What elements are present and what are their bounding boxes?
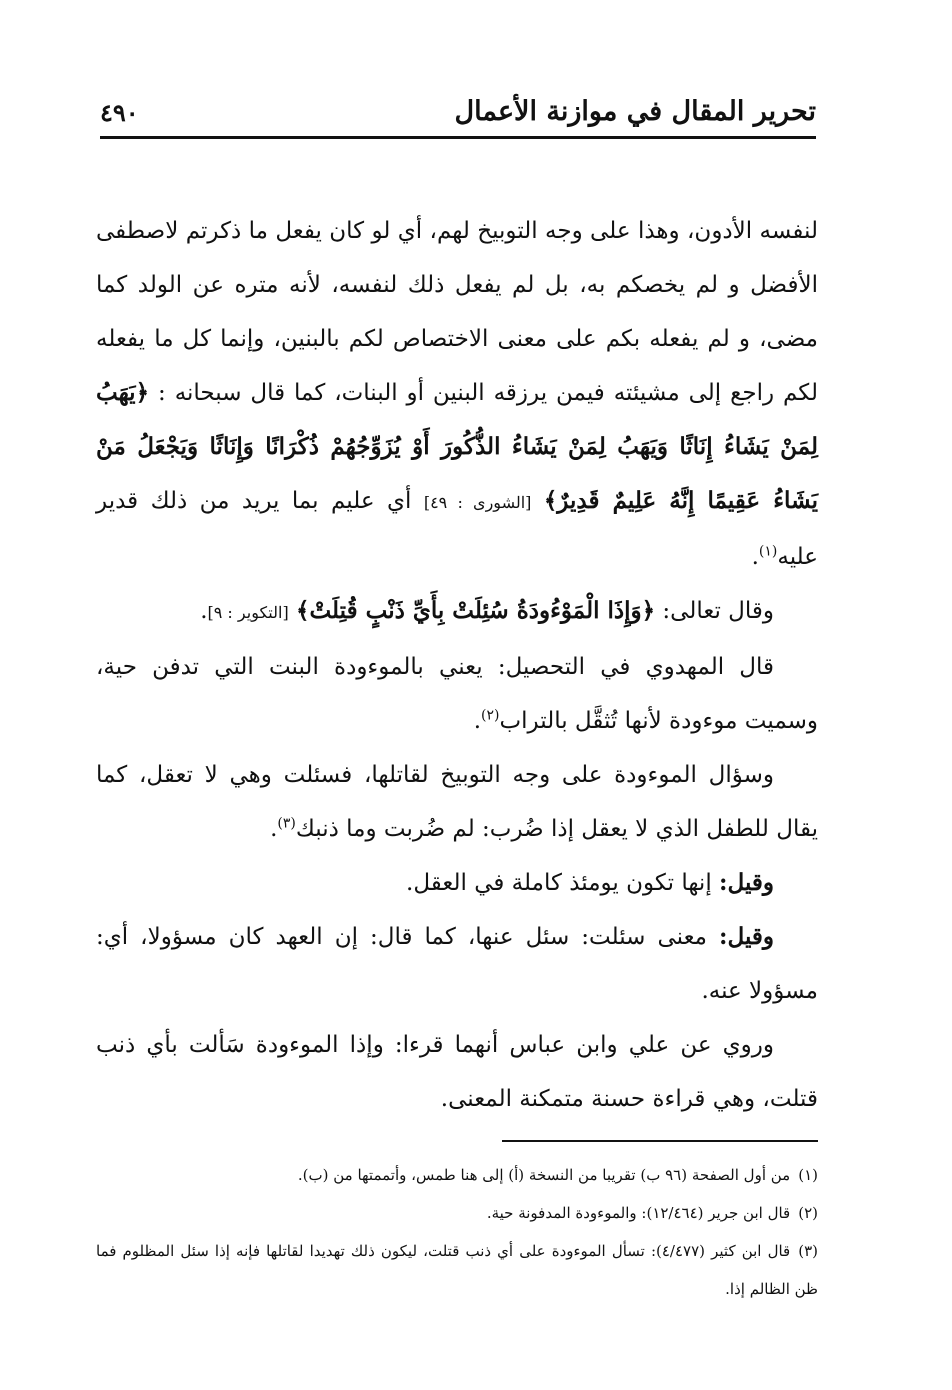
paragraph: وقال تعالى: ﴿وَإِذَا الْمَوْءُودَةُ سُئِلَتْ بِأَيِّ ذَنْبٍ قُتِلَتْ﴾ [التكوير : ٩]. <box>200 597 774 624</box>
paragraph-text: لنفسه الأدون، وهذا على وجه التوبيخ لهم، أي لو كان يفعل ما ذكرتم لاصطفى الأفضل و لم يخصكم به، بل لم يفعل ذلك لنفسه، لأنه متره عن الولد كما مضى، و لم يفعله بكم على معنى الاختصاص لكم بالبنين، وإنما كل ما يفعله لكم راجع إلى مشيئته فيمن يرزقه البنين أو البنات، كما قال سبحانه : <box>96 218 819 406</box>
paragraph: وسؤال الموءودة على وجه التوبيخ لقاتلها، فسئلت وهي لا تعقل، كما يقال للطفل الذي لا يعقل إذا ضُرب: لم ضُربت وما ذنبك$^{(٣)}$. <box>96 762 818 842</box>
paragraph-text: وروي عن علي وابن عباس أنهما قرءا: وإذا الموءودة سَألت بأي ذنب قتلت، وهي قراءة حسنة متمكنة المعنى. <box>96 1032 818 1112</box>
paragraph-text: وسؤال الموءودة على وجه التوبيخ لقاتلها، فسئلت وهي لا تعقل، كما يقال للطفل الذي لا يعقل إذا ضُرب: لم ضُربت وما ذنبك <box>96 762 818 842</box>
verse-reference: [التكوير : ٩] <box>207 603 289 622</box>
footnote <box>96 1232 818 1308</box>
footnote-number: (٢) <box>798 1204 818 1222</box>
footnote-text: من أول الصفحة (٩٦ ب) تقريبا من النسخة (أ) إلى هنا طمس، وأتممتها من (ب). <box>297 1166 791 1184</box>
header-rule <box>100 136 816 139</box>
footnote-marker: (١) <box>758 543 778 560</box>
footnote-number: (١) <box>798 1166 818 1184</box>
paragraph-text: إنها تكون يومئذ كاملة في العقل. <box>406 870 712 896</box>
paragraph-lead: وقال تعالى: <box>662 598 774 624</box>
paragraph <box>96 910 818 1018</box>
paragraph-lead: وقيل: <box>719 869 774 896</box>
page-number: ٤٩٠ <box>100 98 139 127</box>
paragraph <box>96 1018 818 1126</box>
running-header <box>100 92 816 132</box>
running-title: تحرير المقال في موازنة الأعمال <box>454 96 816 127</box>
quran-verse: ﴿وَإِذَا الْمَوْءُودَةُ سُئِلَتْ بِأَيِّ ذَنْبٍ قُتِلَتْ﴾ <box>296 597 656 624</box>
main-text <box>96 204 818 1126</box>
paragraph <box>96 856 818 910</box>
paragraph: لنفسه الأدون، وهذا على وجه التوبيخ لهم، أي لو كان يفعل ما ذكرتم لاصطفى الأفضل و لم يخصكم به، بل لم يفعل ذلك لنفسه، لأنه متره عن الولد كما مضى، و لم يفعله بكم على معنى الاختصاص لكم بالبنين، وإنما كل ما يفعله لكم راجع إلى مشيئته فيمن يرزقه البنين أو البنات، كما قال سبحانه : ﴿يَهَبُ لِمَنْ يَشَاءُ إِنَاثًا وَيَهَبُ لِمَنْ يَشَاءُ الذُّكُورَ أَوْ يُزَوِّجُهُمْ ذُكْرَانًا وَإِنَاثًا وَيَجْعَلُ مَنْ يَشَاءُ عَقِيمًا إِنَّهُ عَلِيمٌ قَدِيرٌ﴾ [الشورى : ٤٩] أي عليم بما يريد من ذلك قدير عليه$^{(١)}$. <box>96 218 819 570</box>
footnote <box>96 1156 818 1194</box>
footnote-marker: (٢) <box>481 707 500 724</box>
paragraph-text: قال المهدوي في التحصيل: يعني بالموءودة البنت التي تدفن حية، وسميت موءودة لأنها تُثقَّل بالتراب <box>96 654 818 734</box>
footnote-text: قال ابن جرير (١٢/٤٦٤): والموءودة المدفونة حية. <box>486 1204 791 1222</box>
paragraph-text: معنى سئلت: سئل عنها، كما قال: إن العهد كان مسؤولا، أي: مسؤولا عنه. <box>96 924 818 1004</box>
footnote-marker: (٣) <box>277 815 296 832</box>
footnote-separator <box>502 1140 818 1142</box>
paragraph-lead: وقيل: <box>719 923 774 950</box>
footnote-number: (٣) <box>798 1242 818 1260</box>
footnotes <box>96 1156 818 1308</box>
quran-verse: ﴿يَهَبُ لِمَنْ يَشَاءُ إِنَاثًا وَيَهَبُ لِمَنْ يَشَاءُ الذُّكُورَ أَوْ يُزَوِّجُهُمْ ذُكْرَانًا وَإِنَاثًا وَيَجْعَلُ مَنْ يَشَاءُ عَقِيمًا إِنَّهُ عَلِيمٌ قَدِيرٌ﴾ <box>96 379 818 514</box>
verse-reference: [الشورى : ٤٩] <box>423 493 532 512</box>
footnote-text: قال ابن كثير (٤/٤٧٧): تسأل الموءودة على أي ذنب قتلت، ليكون ذلك تهديدا لقاتلها فإنه إذا سئل المظلوم فما ظن الظالم إذا. <box>96 1242 818 1298</box>
footnote <box>96 1194 818 1232</box>
paragraph-text: أي عليم بما يريد من ذلك قدير عليه <box>96 488 818 570</box>
paragraph: قال المهدوي في التحصيل: يعني بالموءودة البنت التي تدفن حية، وسميت موءودة لأنها تُثقَّل بالتراب$^{(٢)}$. <box>96 654 818 734</box>
